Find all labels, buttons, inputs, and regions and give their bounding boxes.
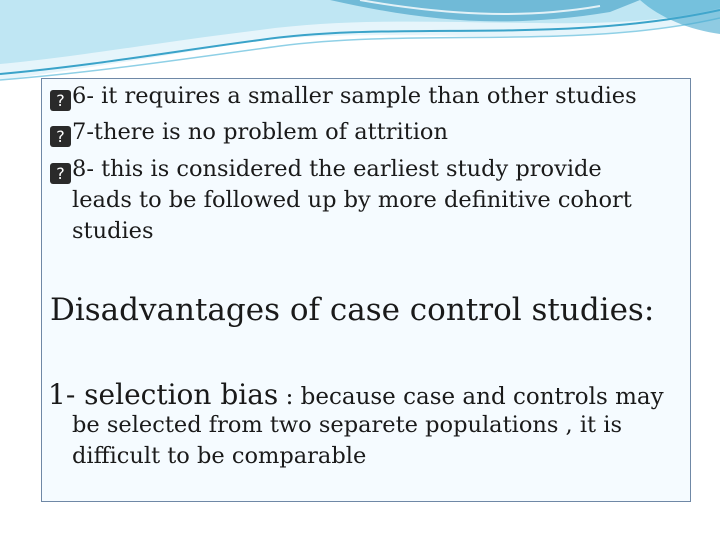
bullet-text: 7-there is no problem of attrition: [72, 119, 448, 145]
item-1-rest: : because case and controls may: [278, 384, 664, 410]
bullet-text: 6- it requires a smaller sample than other studies: [72, 83, 637, 109]
bullet-7: [50, 116, 448, 148]
missing-glyph-icon: ?: [50, 126, 71, 147]
item-1-continuation-1: be selected from two separete populations , it is: [72, 412, 622, 438]
bullet-8: [50, 153, 602, 185]
bullet-8-continuation-2: studies: [72, 218, 154, 244]
section-heading: Disadvantages of case control studies:: [50, 292, 655, 328]
bullet-8-continuation-1: leads to be followed up by more definitive cohort: [72, 187, 632, 213]
missing-glyph-icon: ?: [50, 90, 71, 111]
bullet-6: [50, 80, 637, 112]
item-1-continuation-2: difficult to be comparable: [72, 443, 367, 469]
bullet-text: 8- this is considered the earliest study provide: [72, 156, 602, 182]
missing-glyph-icon: ?: [50, 163, 71, 184]
item-1-lead: 1- selection bias: [48, 378, 279, 411]
